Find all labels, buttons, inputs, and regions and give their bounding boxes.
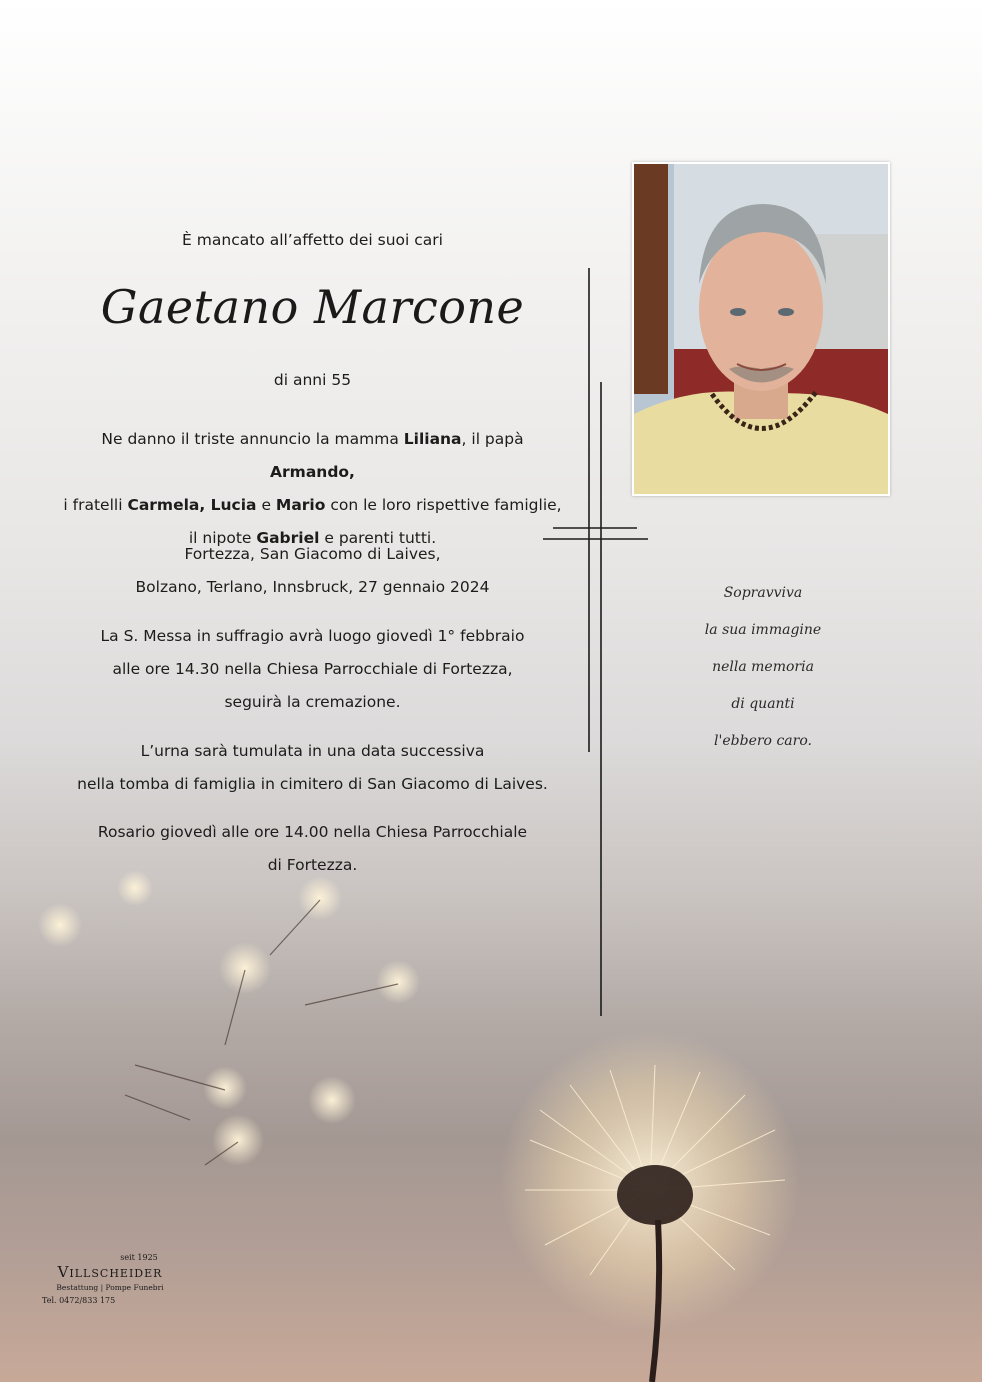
place-date-paragraph (60, 538, 565, 604)
intro-line: È mancato all’affetto dei suoi cari (182, 231, 443, 249)
quote-line: nella memoria (712, 659, 814, 675)
quote-line: di quanti (731, 696, 795, 712)
logo-since: seit 1925 (120, 1253, 158, 1262)
announcement-text: Ne danno il triste annuncio la mamma (101, 430, 404, 448)
urn-line: L’urna sarà tumulata in una data successiva (140, 742, 485, 760)
rosary-line: Rosario giovedì alle ore 14.00 nella Chiesa Parrocchiale (97, 823, 528, 841)
place-date-line: Fortezza, San Giacomo di Laives, (184, 545, 441, 563)
announcement-text: con le loro rispettive famiglie, (325, 496, 562, 514)
announcement-text: , il papà (461, 430, 524, 448)
family-member-name: Liliana (403, 430, 462, 448)
announcement-line (60, 423, 565, 489)
age-line: di anni 55 (273, 371, 352, 389)
deceased-name: Gaetano Marcone (100, 280, 525, 334)
memorial-quote (660, 575, 866, 760)
family-member-name: Carmela, Lucia (127, 496, 257, 514)
mass-line: seguirà la cremazione. (224, 693, 401, 711)
urn-paragraph (60, 735, 565, 801)
portrait-photo-frame (632, 162, 890, 496)
funeral-home-logo (32, 1252, 188, 1308)
announcement-line (60, 489, 565, 522)
announcement-text: e parenti tutti. (319, 529, 437, 547)
announcement-text: e (256, 496, 276, 514)
quote-line: la sua immagine (704, 622, 822, 638)
quote-line: l'ebbero caro. (714, 733, 812, 749)
announcement-text: i fratelli (63, 496, 128, 514)
family-member-name: Gabriel (256, 529, 320, 547)
urn-line: nella tomba di famiglia in cimitero di San Giacomo di Laives. (77, 775, 548, 793)
logo-subtitle: Bestattung | Pompe Funebri (56, 1283, 164, 1292)
rosary-paragraph (60, 816, 565, 882)
announcement-text: il nipote (188, 529, 257, 547)
announcement-paragraph (60, 423, 565, 555)
rosary-line: di Fortezza. (267, 856, 358, 874)
place-date-line: Bolzano, Terlano, Innsbruck, 27 gennaio 2024 (135, 578, 490, 596)
family-member-name: Mario (275, 496, 326, 514)
portrait-photo (634, 164, 888, 494)
logo-brand: Villscheider (57, 1263, 163, 1281)
mass-line: alle ore 14.30 nella Chiesa Parrocchiale di Fortezza, (112, 660, 513, 678)
family-member-name: Armando, (270, 463, 355, 481)
mass-paragraph (60, 620, 565, 719)
mass-line: La S. Messa in suffragio avrà luogo giovedì 1° febbraio (100, 627, 525, 645)
quote-line: Sopravviva (723, 585, 803, 601)
logo-phone: Tel. 0472/833 175 (42, 1296, 116, 1305)
